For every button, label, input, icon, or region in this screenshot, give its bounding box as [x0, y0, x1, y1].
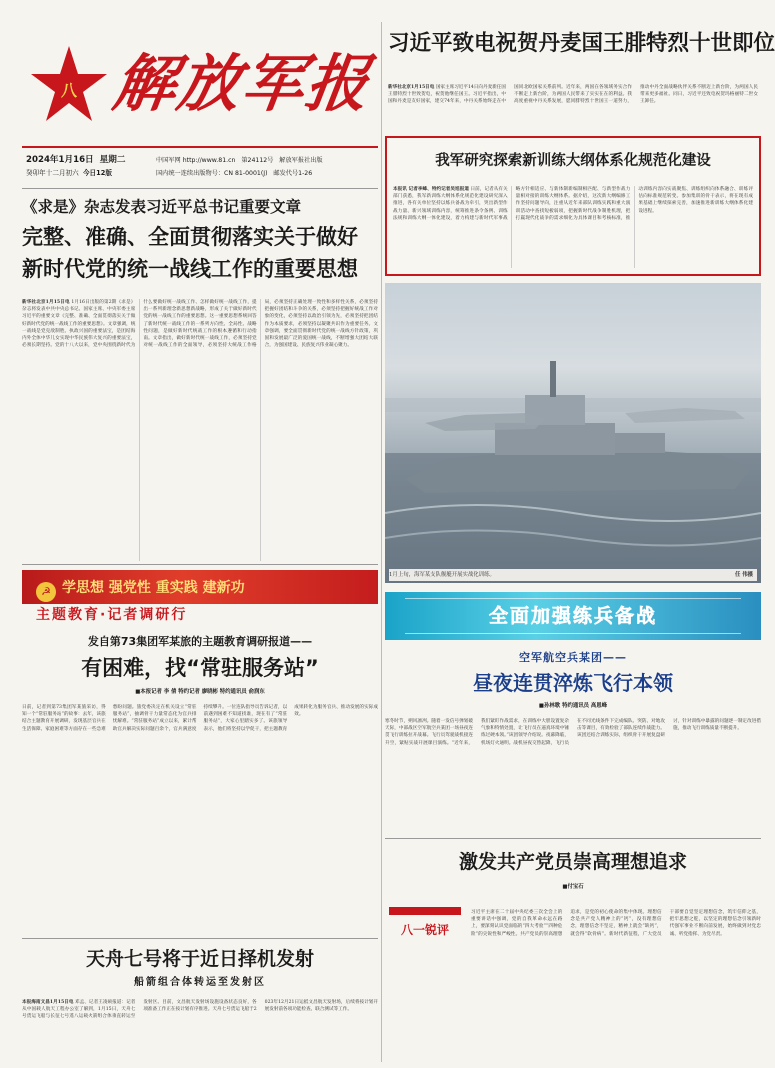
- launch-title[interactable]: 天舟七号将于近日择机发射: [85, 948, 314, 970]
- research-article-box: [385, 136, 761, 276]
- party-byline: ■付宝石: [562, 884, 584, 890]
- star-emblem-icon: [30, 44, 108, 124]
- photo-caption: 1月上旬，海军某支队舰艇开展实战化训练。: [389, 572, 495, 578]
- party-title[interactable]: 激发共产党员崇高理想追求: [458, 851, 687, 873]
- warship-illustration: [385, 283, 761, 583]
- issue-date: 2024年1月16日: [26, 155, 94, 165]
- masthead: [22, 18, 378, 183]
- theme-education-section: [22, 570, 378, 832]
- qiushi-article: [22, 195, 378, 560]
- top-headline-body: 国家主席习近平14日向丹麦新任国王腓特烈十世致贺电，祝贺他继任国王。习近平指出，中国和丹麦是友好国家，建交74年来，中丹关系始终走在中国同北欧国家关系前列。近年来，两国在各领域务实合作不断走上新台阶，为两国人民带来了实实在在的利益。我高度重视中丹关系发展，愿同腓特烈十世国王一道努力，推动中丹全面战略伙伴关系不断迈上新台阶，为两国人民带来更多福祉。同日，习近平还致电祝贺玛格丽特二世女王卸任。: [388, 85, 758, 105]
- launch-subtitle: 船箭组合体转运至发射区: [134, 977, 266, 988]
- training-banner-text: 全面加强练兵备战: [488, 605, 657, 627]
- theme-kicker: 发自第73集团军某旅的主题教育调研报道——: [87, 635, 313, 648]
- research-article-body: 日前，记者从有关部门获悉，我军新训练大纲体系化规范化建设研究深入推进，各有关单位坚持以练兵备战为牵引，突出新型作战力量、新兴领域训练内容，统筹推进条令条例、训练法规和训练大纲一体化建设，着力构建与新时代军事战略方针相适应、与新体制新编制相匹配、与新型作战力量相对接的训练大纲体系。据介绍，这次新大纲编修工作坚持问题导向，注重从近年来部队训练实践和重大演训活动中查找短板弱项，把握新时代战争制胜机理，把打赢现代化战争的需求细化为具体课目和考核标准，推动训练内容向实战聚焦、训练组织向体系融合、训练评估向标准规范转变。参加集训的骨干表示，将在现有成果基础上继续探索完善，加速推进新训练大纲体系化建设进程。: [393, 187, 753, 221]
- website-link[interactable]: 中国军网 http://www.81.cn: [156, 157, 236, 164]
- top-headline-article: [388, 22, 775, 122]
- launch-byline: 本报海南文昌1月15日电: [22, 1000, 74, 1005]
- party-body: 习近平主席在二十届中央纪委三次全会上的重要讲话中强调，党的自我革命永远在路上，要深刻认识党面临的“四大考验”“四种危险”的尖锐性和严峻性。共产党员的崇高理想追求，是党的初心使命的集中体现。理想信念是共产党人精神上的“钙”，没有理想信念，理想信念不坚定，精神上就会“缺钙”，就会得“软骨病”。新时代新征程，广大党员干部要自觉坚定理想信念，筑牢信仰之基，把牢思想之舵，以坚定的理想信念引领新时代强军事业不断向前发展，始终做到对党忠诚、听党指挥、为党尽责。: [471, 910, 761, 937]
- cn-number: 国内统一连续出版物号：CN 81-0001(J): [156, 170, 268, 177]
- training-kicker: 空军航空兵某团——: [519, 651, 627, 664]
- training-body: 寒冬时节，朔风凛冽。随着一发信号弹划破天际，中部战区空军航空兵某团一场昼夜连贯飞行训练拉开战幕。飞行员驾驶战机接连升空，紧贴实战开展课目演练。“近年来，我们紧盯作战需求，在训练中大胆设置复杂气象和特情处置，让飞行员在逼真环境中锤炼过硬本领。”该团领导介绍说。夜幕降临，机场灯火通明。战机昼夜交替起降，飞行员在不同光线条件下完成编队、突防、对地攻击等课目，有效检验了部队连续作战能力。该团还结合训练实际，组织骨干开展复盘研讨，针对训练中暴露的问题逐一制定改进措施，推动飞行训练质量不断提升。: [385, 719, 761, 746]
- launch-body: 邓孟、记者王凌硕报道：记者从中国载人航天工程办公室了解到，1月15日，天舟七号货运飞船与长征七号遥八运载火箭组合体垂直转运至发射区。目前，文昌航天发射场设施设备状态良好，各项准备工作正在按计划有序推进。天舟七号货运飞船于2023年12月21日运抵文昌航天发射场，后续将按计划开展发射前各项功能检查、联合测试等工作。: [22, 1000, 378, 1020]
- issue-weekday: 星期二: [99, 155, 126, 165]
- issue-number: 第24112号: [241, 157, 274, 164]
- theme-banner-slogan: 学思想 强党性 重实践 建新功: [62, 580, 245, 596]
- qiushi-body: 1月16日出版的第2期《求是》杂志将发表中共中央总书记、国家主席、中央军委主席习近平的重要文章《完整、准确、全面贯彻落实关于做好新时代党的统一战线工作的重要思想》。文章强调，统一战线是党克敌制胜、执政兴国的重要法宝，是团结海内外全体中华儿女实现中华民族伟大复兴的重要法宝，必须长期坚持。党的十八大以来，党中央围绕新时代为什么要做好统一战线工作、怎样做好统一战线工作，提出一系列新理念新思想新战略，形成了关于做好新时代党的统一战线工作的重要思想。这一重要思想系统回答了新时代统一战线工作的一系列方向性、全局性、战略性问题，是做好新时代统战工作的根本遵循和行动指南。文章指出，做好新时代统一战线工作，必须坚持党对统一战线工作的全面领导，必须坚持大统战工作格局，必须坚持正确处理一致性和多样性关系，必须坚持把握好团结和斗争的关系，必须坚持把握好统战工作对象的变化，必须坚持以政治引领为先，必须坚持把团结作为本质要求，必须坚持以凝聚共识作为重要任务。文章强调，要全面贯彻新时代党的统一战线方针政策，巩固和发展最广泛的爱国统一战线，不断增强大团结大联合，为强国建设、民族复兴伟业凝心聚力。: [22, 300, 378, 349]
- qiushi-kicker: 《求是》杂志发表习近平总书记重要文章: [22, 198, 302, 216]
- training-byline: ■孙林歌 特约通讯员 高恩峰: [538, 703, 608, 709]
- lunar-date: 癸卯年十二月初六: [26, 169, 79, 177]
- theme-subbanner: 主题教育·记者调研行: [36, 607, 188, 623]
- newspaper-title: 解放军报: [108, 47, 376, 120]
- postal-code: 邮发代号1-26: [273, 170, 313, 177]
- svg-text:八: 八: [60, 81, 78, 100]
- party-emblem-icon: ☭: [36, 582, 56, 602]
- publisher: 解放军报社出版: [279, 157, 323, 164]
- qiushi-title[interactable]: 完整、准确、全面贯彻落实关于做好新时代党的统一战线工作的重要思想: [22, 225, 358, 281]
- party-article: [385, 845, 761, 1055]
- top-headline-byline: 新华社北京1月15日电: [388, 85, 435, 90]
- training-banner: [385, 592, 761, 640]
- column-label-box: [385, 907, 465, 1047]
- training-title[interactable]: 昼夜连贯淬炼飞行本领: [473, 671, 673, 695]
- theme-banner: [22, 570, 378, 626]
- column-label: 八一锐评: [400, 923, 449, 937]
- theme-title[interactable]: 有困难，找“常驻服务站”: [81, 656, 319, 680]
- navy-ships-photo: [385, 283, 761, 583]
- training-section: [385, 592, 761, 832]
- research-article-title[interactable]: 我军研究探索新训练大纲体系化规范化建设: [435, 153, 711, 169]
- qiushi-byline: 新华社北京1月15日电: [22, 300, 70, 305]
- research-article-byline: 本报讯 记者李蜂、特约记者吴旭报道: [393, 187, 469, 192]
- photo-credit: 任 伟摄: [734, 572, 753, 578]
- theme-body: 日前，记者到第73集团军某旅采访，得知一个“常驻服务站”的故事：去年，该旅结合主题教育开展调研，发现基层官兵在生活保障、家庭困难等方面存在一些急难愁盼问题。旅党委决定在机关设立“常驻服务站”，抽调骨干力量常态化为官兵排忧解难。“常驻服务站”成立以来，累计帮助官兵解决实际问题百余个，官兵满意度持续攀升。一位连队指导员告诉记者，以前遇到困难不知道找谁，现在有了“常驻服务站”，大家心里踏实多了。该旅领导表示，他们将坚持以学促干，把主题教育成果转化为服务官兵、推动发展的实际成效。: [22, 705, 378, 732]
- launch-article: [22, 945, 378, 1055]
- theme-byline: ■本报记者 李 倩 特约记者 廖晓彬 特约通讯员 俞润东: [135, 689, 265, 695]
- top-headline-title[interactable]: 习近平致电祝贺丹麦国王腓特烈十世即位: [388, 31, 775, 56]
- page-count: 今日12版: [82, 169, 112, 177]
